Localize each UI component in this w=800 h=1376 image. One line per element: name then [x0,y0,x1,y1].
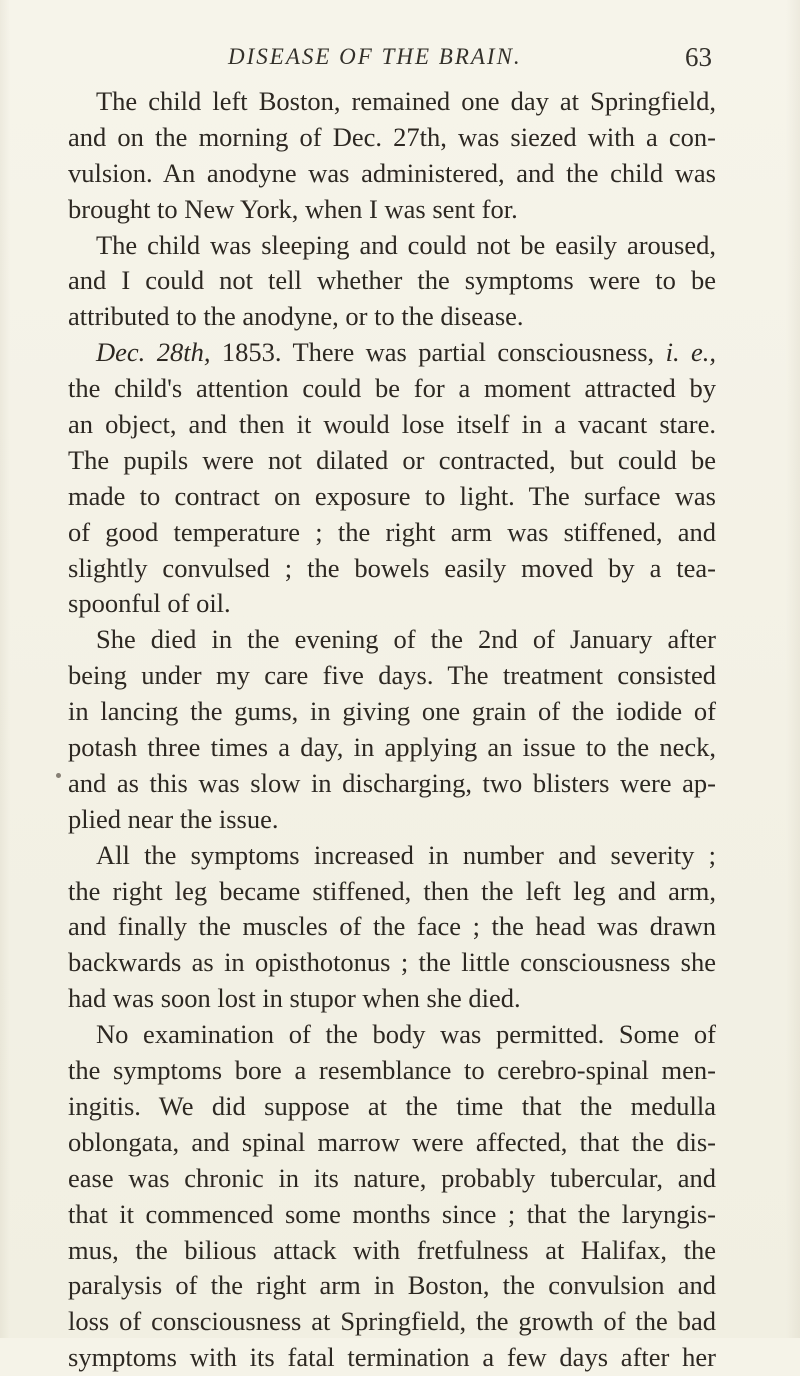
date-italic: Dec. 28th, [96,337,211,368]
text-line: No examination of the body was permitted. Some of [96,1019,716,1050]
ie-italic: i. e., [665,337,716,368]
text-line: and I could not tell whether the symptoms were to be [68,265,716,296]
text-line: being under my care five days. The treatment consisted [68,660,716,691]
text-line: The child left Boston, remained one day at Springfield, [96,86,716,116]
margin-speck [56,773,61,778]
page-edge-shadow-right [786,0,800,1338]
text-line: slightly convulsed ; the bowels easily moved by a tea- [68,552,716,583]
text-line: potash three times a day, in applying an issue to the neck, [68,732,716,763]
text-line: attributed to the anodyne, or to the disease. [68,301,524,332]
text-line-dated [68,335,716,371]
text-line: the child's attention could be for a moment attracted by [68,373,716,404]
text-line: symptoms with its fatal termination a few days after her [68,1342,716,1373]
text-line: in lancing the gums, in giving one grain of the iodide of [68,696,716,727]
text-line: ingitis. We did suppose at the time that the medulla [68,1090,716,1121]
text-line: The child was sleeping and could not be easily aroused, [96,229,716,260]
text-line: made to contract on exposure to light. The surface was [68,480,716,511]
page-number: 63 [685,42,712,72]
body-text [68,84,716,1376]
text-line: backwards as in opisthotonus ; the little consciousness she [68,947,716,978]
text-line: and on the morning of Dec. 27th, was siezed with a con- [68,121,716,152]
text-line: She died in the evening of the 2nd of January after [96,624,716,655]
running-title: DISEASE OF THE BRAIN. [228,44,522,69]
text-line: spoonful of oil. [68,588,231,619]
text-line: oblongata, and spinal marrow were affected, that the dis- [68,1126,716,1157]
text-line: the right leg became stiffened, then the left leg and arm, [68,875,716,906]
text-line: All the symptoms increased in number and severity ; [96,839,716,870]
text-line: paralysis of the right arm in Boston, the convulsion and [68,1270,716,1301]
text-line: mus, the bilious attack with fretfulness at Halifax, the [68,1234,716,1265]
text-line: loss of consciousness at Springfield, the growth of the bad [68,1306,716,1337]
text-line: an object, and then it would lose itself in a vacant stare. [68,409,716,440]
text-line: The pupils were not dilated or contracted, but could be [68,444,716,475]
text-line: of good temperature ; the right arm was stiffened, and [68,516,716,547]
text-line: brought to New York, when I was sent for. [68,193,518,224]
page-edge-shadow-left [0,0,10,1338]
text-line: vulsion. An anodyne was administered, and the child was [68,157,716,188]
text-line: and as this was slow in discharging, two blisters were ap- [68,767,716,798]
running-header [68,42,712,82]
text-line: and finally the muscles of the face ; the head was drawn [68,911,716,942]
text-line: had was soon lost in stupor when she died. [68,983,521,1014]
text-line: the symptoms bore a resemblance to cerebro-spinal men- [68,1055,716,1086]
text-line: plied near the issue. [68,803,279,834]
date-line-text: 1853. There was partial consciousness, [210,337,666,368]
text-line: that it commenced some months since ; that the laryngis- [68,1198,716,1229]
text-line: ease was chronic in its nature, probably tubercular, and [68,1162,716,1193]
